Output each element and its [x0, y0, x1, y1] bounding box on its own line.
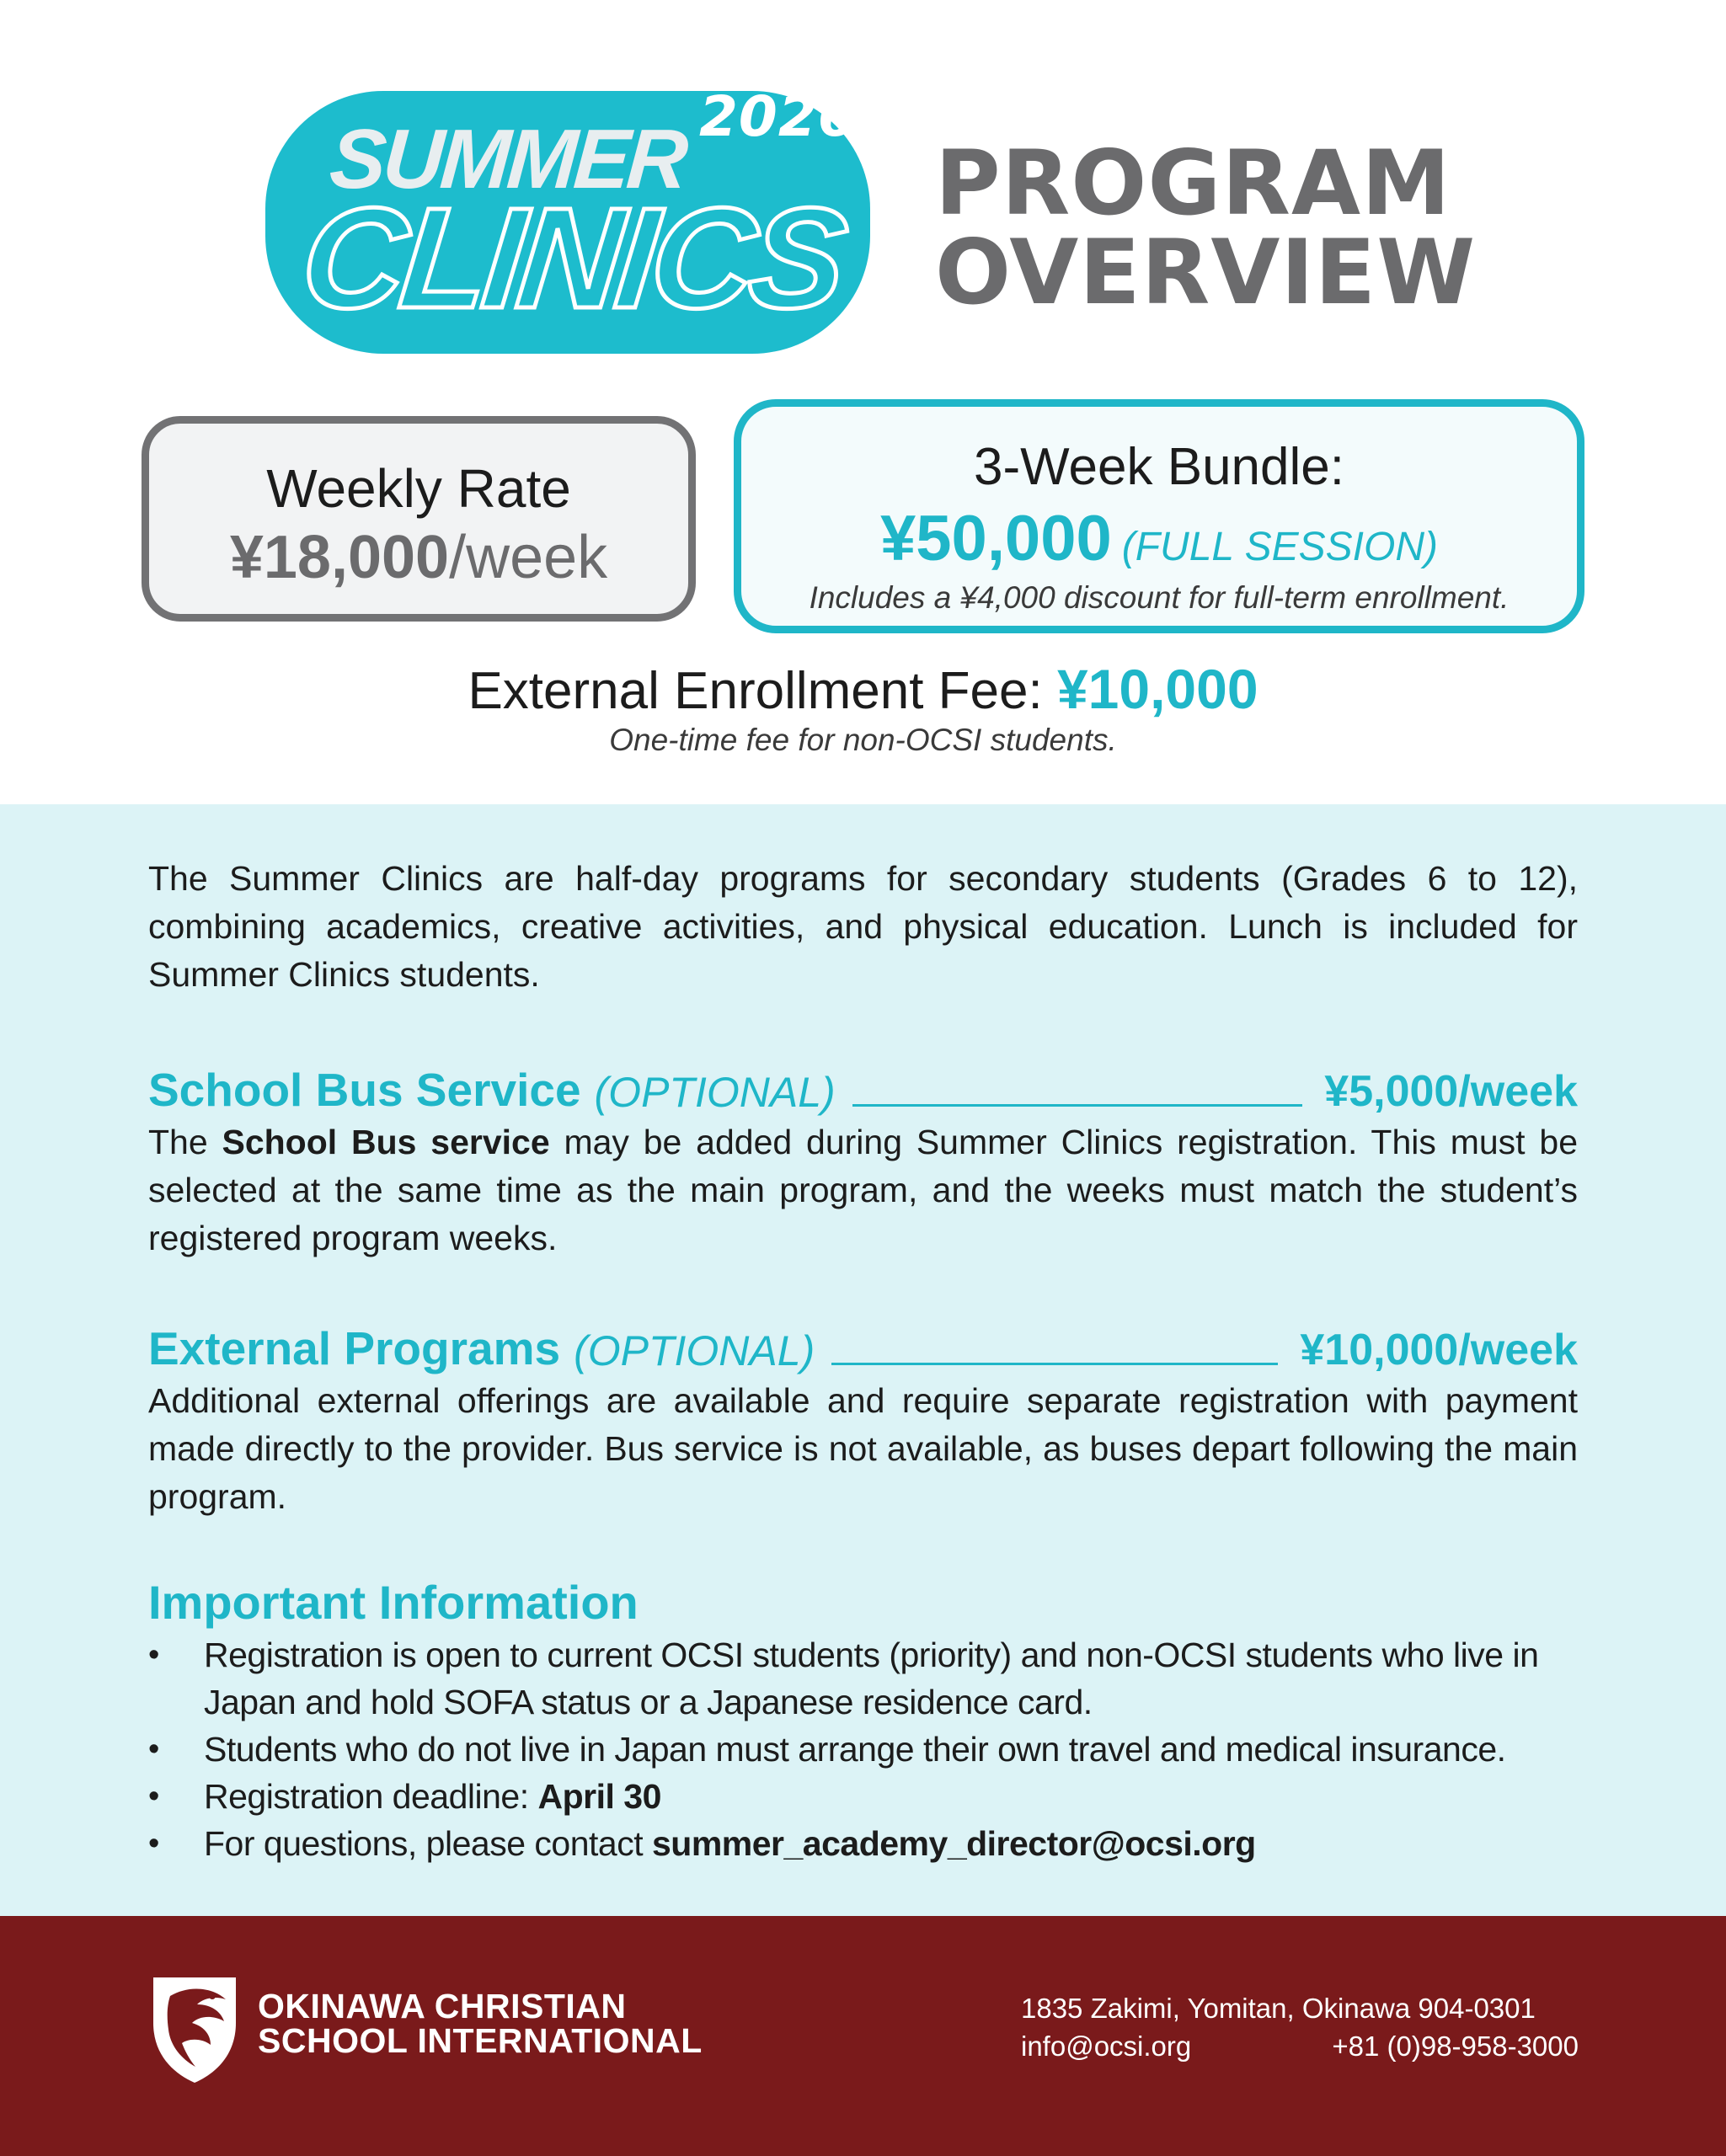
- weekly-price-unit: /week: [449, 524, 608, 591]
- external-programs-heading: [148, 1320, 1578, 1375]
- bus-text-before: The: [148, 1123, 222, 1161]
- page-title: [935, 131, 1477, 324]
- enrollment-fee-line: [0, 657, 1726, 721]
- weekly-rate-box: [142, 416, 696, 622]
- external-programs-title: External Programs: [148, 1322, 561, 1374]
- enrollment-fee-note: One-time fee for non-OCSI students.: [609, 723, 1117, 757]
- bundle-price-row: [741, 502, 1577, 575]
- external-programs-paragraph: Additional external offerings are available and require separate registration with payment made directly to the provider. Bus service is not available, as buses depart following the main program.: [148, 1381, 1578, 1516]
- list-item: • Registration is open to current OCSI students (priority) and non-OCSI students who live in Japan and hold SOFA status or a Japanese residence card.: [148, 1631, 1578, 1726]
- page-title-line1: PROGRAM: [935, 131, 1451, 235]
- school-name-line1: OKINAWA CHRISTIAN: [258, 1987, 627, 2025]
- school-name-line2: SCHOOL INTERNATIONAL: [258, 2021, 703, 2060]
- bus-service-optional: (OPTIONAL): [594, 1069, 836, 1116]
- bundle-session-label: (FULL SESSION): [1121, 525, 1438, 569]
- deadline-label: Registration deadline:: [204, 1777, 538, 1816]
- bundle-price: ¥50,000: [880, 503, 1112, 574]
- leader-line: [831, 1363, 1278, 1365]
- contact-label: For questions, please contact: [204, 1824, 652, 1863]
- footer-address: 1835 Zakimi, Yomitan, Okinawa 904-0301: [1021, 1993, 1536, 2024]
- external-programs-optional: (OPTIONAL): [574, 1327, 815, 1374]
- logo-clinics: CLINICS: [295, 179, 849, 339]
- bundle-box: [734, 399, 1584, 633]
- logo-summer: SUMMER: [327, 112, 688, 206]
- bundle-title: 3-Week Bundle:: [974, 438, 1344, 496]
- leader-line: [852, 1104, 1303, 1107]
- enrollment-fee-label: External Enrollment Fee:: [468, 662, 1057, 720]
- page-title-line2: OVERVIEW: [935, 221, 1477, 324]
- bus-service-price: ¥5,000/week: [1324, 1067, 1578, 1116]
- bus-text-bold: School Bus service: [222, 1123, 550, 1161]
- weekly-rate-title: Weekly Rate: [266, 458, 571, 519]
- logo-year: 2026: [699, 84, 858, 149]
- deadline-value: April 30: [537, 1777, 661, 1816]
- bus-text-after: may be added during Summer Clinics registration. This must be selected at the same time as the main program, and the weeks must match the student’s registered program weeks.: [148, 1123, 1578, 1257]
- important-info-title: Important Information: [148, 1576, 639, 1629]
- bus-service-heading: [148, 1061, 1578, 1117]
- bus-service-paragraph: [148, 1118, 1578, 1262]
- list-item: [148, 1773, 1578, 1820]
- contact-email-link[interactable]: summer_academy_director@ocsi.org: [651, 1824, 1256, 1863]
- list-item: [148, 1820, 1578, 1867]
- footer-phone: +81 (0)98-958-3000: [1332, 2031, 1579, 2062]
- bundle-discount-note: Includes a ¥4,000 discount for full-term enrollment.: [809, 580, 1510, 615]
- school-name: [258, 1989, 703, 2058]
- list-item: • Students who do not live in Japan must arrange their own travel and medical insurance.: [148, 1726, 1578, 1773]
- footer-contact-block: [1021, 1989, 1579, 2065]
- footer-email-link[interactable]: info@ocsi.org: [1021, 2031, 1192, 2062]
- eagle-icon: [145, 1971, 244, 2084]
- bus-service-title: School Bus Service: [148, 1064, 581, 1116]
- weekly-price-amount: ¥18,000: [229, 524, 450, 591]
- weekly-rate-price: [149, 523, 688, 592]
- footer-contact-row: [1021, 2027, 1579, 2065]
- external-programs-price: ¥10,000/week: [1300, 1326, 1578, 1374]
- enrollment-fee-amount: ¥10,000: [1056, 658, 1258, 720]
- important-info-list: [148, 1631, 1578, 1867]
- intro-paragraph: The Summer Clinics are half-day programs for secondary students (Grades 6 to 12), combining academics, creative activities, and physical education. Lunch is included for Summer Clinics students.: [148, 859, 1578, 994]
